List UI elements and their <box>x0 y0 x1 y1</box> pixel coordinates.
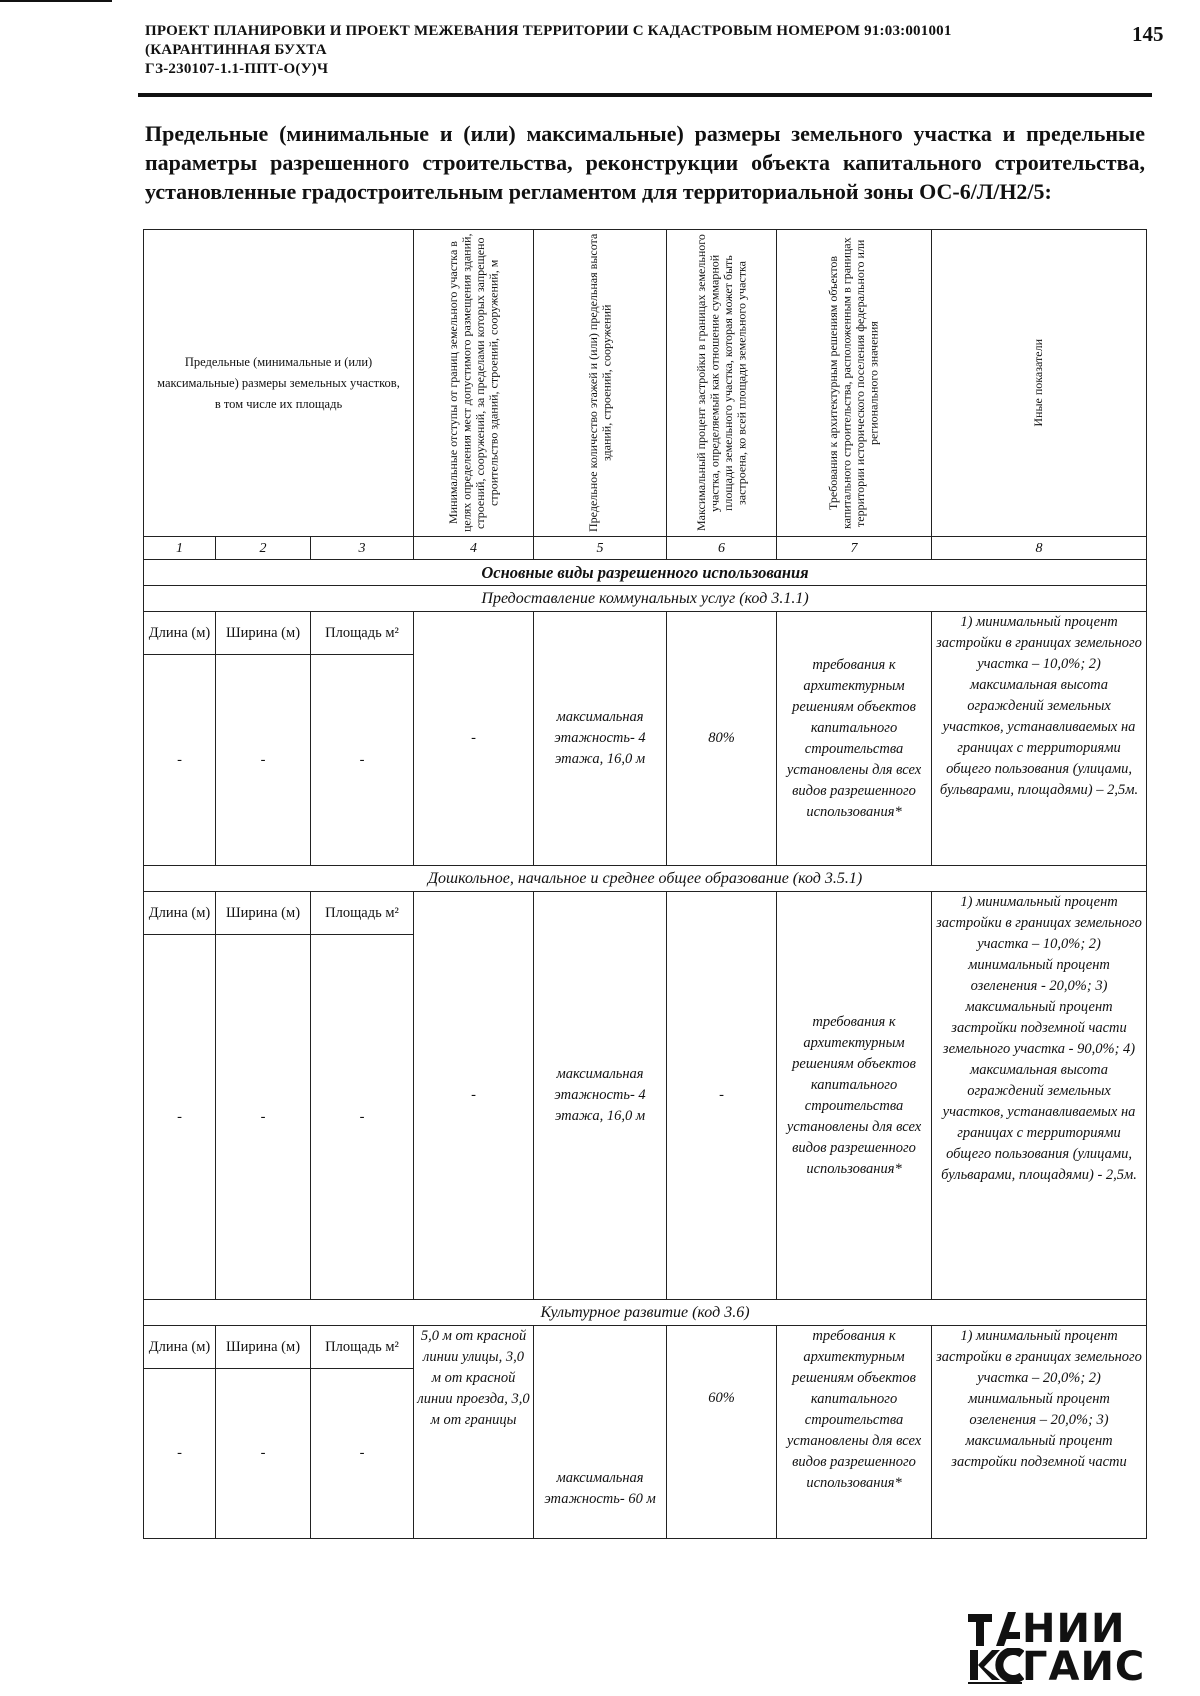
header-cell-floors <box>534 230 667 537</box>
document-header <box>145 22 1105 79</box>
length-label: Длина (м) <box>144 612 216 655</box>
use-title: Предоставление коммунальных услуг (код 3.1.1) <box>144 586 1147 612</box>
logo-mark-top-icon <box>966 1610 1024 1648</box>
header-cell-other <box>932 230 1147 537</box>
length-value: - <box>144 935 216 1300</box>
width-value: - <box>216 655 311 866</box>
length-label: Длина (м) <box>144 892 216 935</box>
requirements-value: требования к архитектурным решениям объектов капитального строительства установлены для всех видов разрешенного использования* <box>777 892 932 1300</box>
setback-value: 5,0 м от красной линии улицы, 3,0 м от красной линии проезда, 3,0 м от границы <box>414 1326 534 1539</box>
use-title: Дошкольное, начальное и среднее общее образование (код 3.5.1) <box>144 866 1147 892</box>
header-cell-setbacks <box>414 230 534 537</box>
percent-value: 60% <box>667 1326 777 1539</box>
logo-text-nii: НИИ <box>1022 1606 1126 1652</box>
header-line-1: ПРОЕКТ ПЛАНИРОВКИ И ПРОЕКТ МЕЖЕВАНИЯ ТЕРРИТОРИИ С КАДАСТРОВЫМ НОМЕРОМ 91:03:001001 <box>145 23 952 39</box>
length-value: - <box>144 655 216 866</box>
header-cell-architecture <box>777 230 932 537</box>
header-other-text: Иные показатели <box>1031 339 1046 427</box>
column-numbers-row <box>144 537 1147 560</box>
other-value: 1) минимальный процент застройки в границах земельного участка – 20,0%; 2) минимальный процент озеленения – 20,0%; 3) максимальный процент застройки подземной части <box>932 1326 1147 1539</box>
header-setbacks-text: Минимальные отступы от границ земельного участка в целях определения мест допустимого размещения зданий, строений, сооружений, за пределами которых запрещено строительство зданий, строений, сооружений, м <box>445 233 501 533</box>
page-number: 145 <box>1132 22 1164 46</box>
area-value: - <box>311 655 414 866</box>
column-number: 6 <box>667 537 777 560</box>
section-row <box>144 560 1147 586</box>
use-title-row <box>144 866 1147 892</box>
width-value: - <box>216 935 311 1300</box>
header-line-3: ГЗ-230107-1.1-ППТ-О(У)Ч <box>145 61 329 77</box>
section-title: Основные виды разрешенного использования <box>144 560 1147 586</box>
header-architecture-text: Требования к архитектурным решениям объектов капитального строительства, расположенным в границах территории исторического поселения федерального или регионального значения <box>826 237 881 529</box>
column-number: 1 <box>144 537 216 560</box>
logo-mark-bottom-icon <box>966 1648 1024 1686</box>
header-cell-plot-size <box>144 230 414 537</box>
area-value: - <box>311 935 414 1300</box>
nii-gais-logo <box>966 1606 1162 1690</box>
requirements-value: требования к архитектурным решениям объектов капитального строительства установлены для всех видов разрешенного использования* <box>777 612 932 866</box>
setback-value: - <box>414 892 534 1300</box>
header-cell-percent <box>667 230 777 537</box>
other-value: 1) минимальный процент застройки в границах земельного участка – 10,0%; 2) максимальная высота ограждений земельных участков, устанавливаемых на границах с территориями общего пользования (улицами, бульварами, площадями) – 2,5м. <box>932 612 1147 866</box>
header-plot-size-text: Предельные (минимальные и (или) максимальные) размеры земельных участков, в том числе их площадь <box>157 354 400 411</box>
column-number: 4 <box>414 537 534 560</box>
width-label: Ширина (м) <box>216 1326 311 1369</box>
use-label-row <box>144 1326 1147 1369</box>
use-title-row <box>144 586 1147 612</box>
other-value: 1) минимальный процент застройки в границах земельного участка – 10,0%; 2) минимальный процент озеленения - 20,0%; 3) максимальный процент застройки подземной части земельного участка - 90,0%; 4) максимальная высота ограждений земельных участков, устанавливаемых на границах с территориями общего пользования (улицами, бульварами, площадями) - 2,5м. <box>932 892 1147 1300</box>
width-label: Ширина (м) <box>216 892 311 935</box>
table-header-row <box>144 230 1147 537</box>
length-value: - <box>144 1369 216 1539</box>
column-number: 7 <box>777 537 932 560</box>
column-number: 2 <box>216 537 311 560</box>
length-label: Длина (м) <box>144 1326 216 1369</box>
page-title: Предельные (минимальные и (или) максимальные) размеры земельного участка и предельные параметры разрешенного строительства, реконструкции объекта капитального строительства, установленные градостроительным регламентом для территориальной зоны ОС-6/Л/Н2/5: <box>145 121 1145 204</box>
column-number: 3 <box>311 537 414 560</box>
floors-value: максимальная этажность- 60 м <box>534 1326 667 1539</box>
floors-value: максимальная этажность- 4 этажа, 16,0 м <box>534 892 667 1300</box>
use-title-row <box>144 1300 1147 1326</box>
percent-value: 80% <box>667 612 777 866</box>
use-label-row <box>144 612 1147 655</box>
column-number: 8 <box>932 537 1147 560</box>
top-left-rule <box>0 0 112 2</box>
header-percent-text: Максимальный процент застройки в границах земельного участка, определяемый как отношение суммарной площади земельного участка, которая может быть застроена, ко всей площади земельного участка <box>693 234 749 532</box>
width-label: Ширина (м) <box>216 612 311 655</box>
setback-value: - <box>414 612 534 866</box>
use-label-row <box>144 892 1147 935</box>
width-value: - <box>216 1369 311 1539</box>
logo-text-gais: ГАИС <box>1022 1644 1146 1690</box>
percent-value: - <box>667 892 777 1300</box>
regulation-table <box>143 229 1147 1539</box>
requirements-value: требования к архитектурным решениям объектов капитального строительства установлены для всех видов разрешенного использования* <box>777 1326 932 1539</box>
header-rule <box>138 93 1152 97</box>
area-label: Площадь м² <box>311 1326 414 1369</box>
area-value: - <box>311 1369 414 1539</box>
header-line-2: (КАРАНТИННАЯ БУХТА <box>145 42 327 58</box>
header-floors-text: Предельное количество этажей и (или) предельная высота зданий, строений, сооружений <box>585 233 614 533</box>
floors-value: максимальная этажность- 4 этажа, 16,0 м <box>534 612 667 866</box>
use-title: Культурное развитие (код 3.6) <box>144 1300 1147 1326</box>
area-label: Площадь м² <box>311 892 414 935</box>
area-label: Площадь м² <box>311 612 414 655</box>
column-number: 5 <box>534 537 667 560</box>
